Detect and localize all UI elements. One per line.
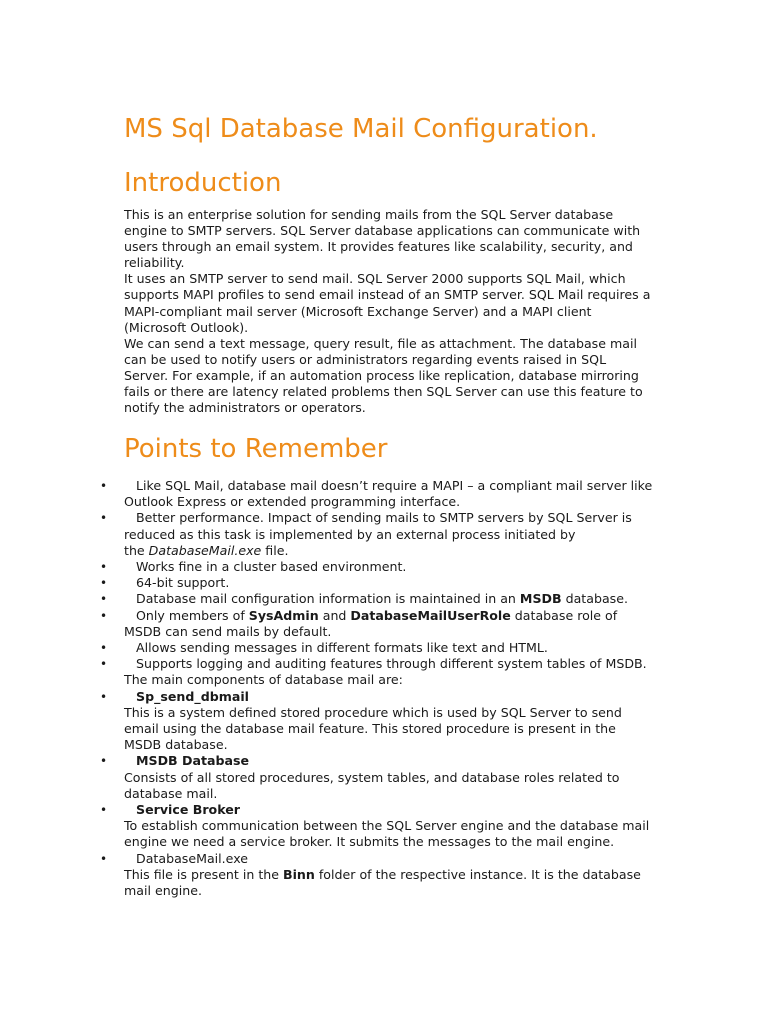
text-line: The main components of database mail are: <box>124 672 403 688</box>
text-line: MAPI-compliant mail server (Microsoft Exchange Server) and a MAPI client <box>124 303 592 319</box>
list-item <box>100 802 684 851</box>
component-name: MSDB Database <box>136 753 250 769</box>
text-line: We can send a text message, query result, file as attachment. The database mail <box>124 335 637 351</box>
text-line: This is an enterprise solution for sending mails from the SQL Server database <box>124 207 614 222</box>
component-name: Sp_send_dbmail <box>136 688 249 704</box>
text-line: database role of <box>510 607 618 623</box>
text-line: folder of the respective instance. It is the database <box>314 866 641 882</box>
intro-paragraph-2 <box>124 271 684 335</box>
text-line: Only members of <box>136 607 249 623</box>
text-line: users through an email system. It provides features like scalability, security, and <box>124 239 633 255</box>
list-item <box>100 656 684 688</box>
text-line: database. <box>561 591 628 607</box>
list-item <box>100 575 684 591</box>
text-line: Better performance. Impact of sending mails to SMTP servers by SQL Server is <box>136 510 632 526</box>
list-item <box>100 753 684 802</box>
text-line: 64-bit support. <box>136 575 230 591</box>
list-item <box>100 688 684 754</box>
intro-paragraph-3 <box>124 336 684 416</box>
text-line: MSDB can send mails by default. <box>124 623 332 639</box>
sysadmin-bold: SysAdmin <box>248 607 319 623</box>
text-line: reduced as this task is implemented by an external process initiated by <box>124 526 576 542</box>
text-line: engine we need a service broker. It submits the messages to the mail engine. <box>124 834 615 850</box>
list-item <box>100 640 684 656</box>
bullet-icon: • <box>100 754 108 769</box>
list-item <box>100 478 684 510</box>
text-line: Database mail configuration information is maintained in an <box>136 591 520 607</box>
points-list <box>100 478 684 899</box>
text-line: This file is present in the <box>124 866 284 882</box>
bullet-icon: • <box>100 592 108 607</box>
text-line: Outlook Express or extended programming interface. <box>124 494 461 510</box>
list-item <box>100 591 684 607</box>
intro-paragraph-1 <box>124 207 684 271</box>
text-line: database mail. <box>124 785 218 801</box>
text-line: Like SQL Mail, database mail doesn’t require a MAPI – a compliant mail server like <box>136 478 653 493</box>
list-item <box>100 850 684 900</box>
list-item <box>100 510 684 559</box>
bullet-icon: • <box>100 851 108 866</box>
component-name: DatabaseMail.exe <box>136 850 249 866</box>
text-line: file. <box>261 542 289 558</box>
text-line: Allows sending messages in different formats like text and HTML. <box>136 640 548 656</box>
bullet-icon: • <box>100 641 108 656</box>
text-line: To establish communication between the SQL Server engine and the database mail <box>124 818 650 834</box>
text-line: Server. For example, if an automation process like replication, database mirroring <box>124 367 639 383</box>
text-line: MSDB database. <box>124 737 228 753</box>
text-line: supports MAPI profiles to send email instead of an SMTP server. SQL Mail requires a <box>124 287 651 303</box>
text-line: (Microsoft Outlook). <box>124 319 249 335</box>
text-line: and <box>318 607 351 623</box>
text-line: This is a system defined stored procedure which is used by SQL Server to send <box>124 704 622 720</box>
bullet-icon: • <box>100 657 108 672</box>
points-to-remember-heading: Points to Remember <box>124 434 388 464</box>
bullet-icon: • <box>100 511 108 526</box>
introduction-body <box>124 207 684 416</box>
filename-emphasis: DatabaseMail.exe <box>148 542 262 558</box>
text-line: mail engine. <box>124 883 202 899</box>
text-line: fails or there are latency related problems then SQL Server can use this feature to <box>124 384 643 400</box>
text-line: email using the database mail feature. This stored procedure is present in the <box>124 721 616 737</box>
databasemailuserrole-bold: DatabaseMailUserRole <box>350 607 511 623</box>
text-line: can be used to notify users or administrators regarding events raised in SQL <box>124 351 607 367</box>
component-name: Service Broker <box>136 802 240 818</box>
bullet-icon: • <box>100 803 108 818</box>
list-item <box>100 607 684 640</box>
text-line: the <box>124 542 149 558</box>
text-line: Works fine in a cluster based environment. <box>136 559 407 575</box>
introduction-heading: Introduction <box>124 168 282 198</box>
msdb-bold: MSDB <box>519 591 562 607</box>
text-line: reliability. <box>124 255 185 271</box>
points-list-section <box>100 478 684 899</box>
bullet-icon: • <box>100 689 108 704</box>
bullet-icon: • <box>100 608 108 623</box>
text-line: It uses an SMTP server to send mail. SQL Server 2000 supports SQL Mail, which <box>124 271 626 287</box>
binn-bold: Binn <box>283 866 315 882</box>
bullet-icon: • <box>100 560 108 575</box>
bullet-icon: • <box>100 479 108 493</box>
document-title: MS Sql Database Mail Configuration. <box>124 114 598 144</box>
text-line: notify the administrators or operators. <box>124 400 366 416</box>
bullet-icon: • <box>100 576 108 591</box>
text-line: Supports logging and auditing features through different system tables of MSDB. <box>136 656 647 672</box>
list-item <box>100 559 684 575</box>
text-line: Consists of all stored procedures, system tables, and database roles related to <box>124 769 620 785</box>
text-line: engine to SMTP servers. SQL Server database applications can communicate with <box>124 223 641 239</box>
